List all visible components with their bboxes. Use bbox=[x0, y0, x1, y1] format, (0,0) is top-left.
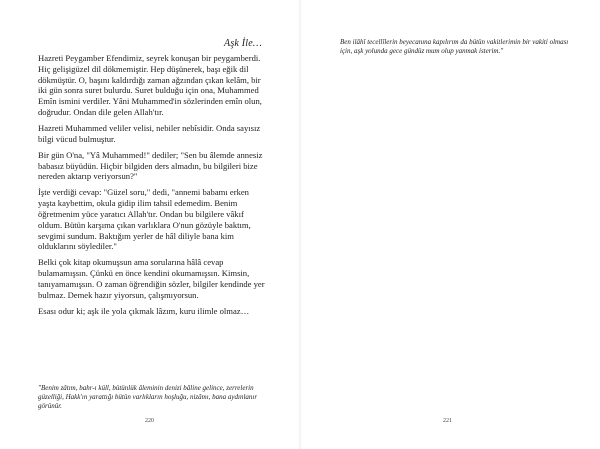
paragraph-4: İşte verdiği cevap: "Güzel soru," dedi, "annemi babamı erken yaşta kaybettim, okula gidip ilim tahsil edemedim. Benim öğretmenim yüce yaratıcı Allah'tır. Ondan bu bilgilere vâkıf oldum. Bütün karşıma çıkan varlıklara O'nun gözüyle baktım, sevgimi sundum. Baktığım yerler de hâl diliyle bana kim olduklarını söylediler." bbox=[38, 187, 251, 252]
page-number-left: 220 bbox=[145, 418, 154, 424]
paragraph-3: Bir gün O'na, "Yâ Muhammed!" dediler; "Sen bu âlemde annesiz babasız büyüdün. Hiçbir bilgiden ders almadın, bu bilgileri bize nereden aktarıp veriyorsun?" bbox=[38, 149, 263, 182]
footnote: "Benim zâtım, bahr-ı küll, bütünlük âleminin denizi bâline gelince, zerrelerin güzelliği, Hakk'ın yarattığı bütün varlıkların hoşluğu, nizâmı, bana aydınlanır görünür. bbox=[38, 384, 258, 410]
running-head: Aşk İle… bbox=[224, 38, 262, 49]
paragraph-6: Esası odur ki; aşk ile yola çıkmak lâzım, kuru ilimle olmaz… bbox=[38, 305, 250, 316]
paragraph-1: Hazreti Peygamber Efendimiz, seyrek konuşan bir peygamberdi. Hiç gelişigüzel dil dökmemiştir. Hep düşünerek, başı eğik dil dökmüştür. O, başını kaldırdığı zaman ağzından çıkan kelâm, bir iki gün sonra suret bulurdu. Suret bulduğu için ona, Muhammed Emîn ismini verdiler. Yâni Muhammed'in sözlerinden emîn olun, doğrudur. Ondan dile gelen Allah'tır. bbox=[38, 53, 262, 117]
paragraph-5: Belki çok kitap okumuşsun ama sorularına hâlâ cevap bulamamışsın. Çünkü en önce kendini okumamışsın. Kimsin, tanıyamamışsın. O zaman öğrendiğin sözler, bilgiler kendinde yer bulmaz. Demek hazır yiyorsun, çalışmıyorsun. bbox=[38, 257, 265, 300]
right-page bbox=[300, 0, 600, 449]
paragraph-2: Hazreti Muhammed veliler velisi, nebiler nebîsidir. Onda sayısız bilgi vücud bulmuştur. bbox=[38, 122, 261, 144]
epigraph: Ben ilâhî tecellîlerin beyecanına kapılırım da bütün vakitlerimin bir vakiti olması için, aşk yolunda gece gündüz mum olup yanmak isterim." bbox=[340, 38, 569, 55]
body-text bbox=[38, 53, 266, 322]
page-number-right: 221 bbox=[443, 418, 452, 424]
